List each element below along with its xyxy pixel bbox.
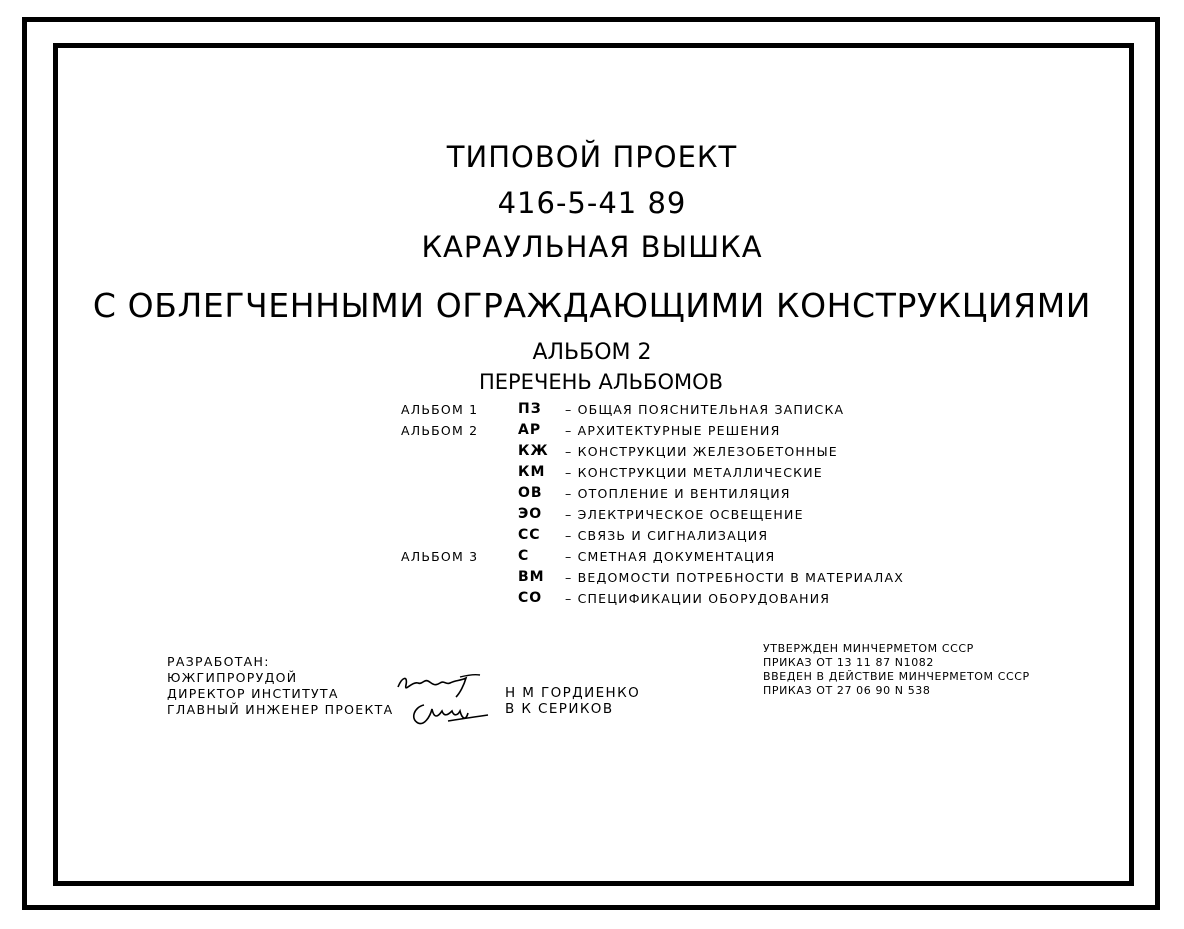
approval-line: УТВЕРЖДЕН МИНЧЕРМЕТОМ СССР — [763, 642, 974, 655]
project-subtitle: С ОБЛЕГЧЕННЫМИ ОГРАЖДАЮЩИМИ КОНСТРУКЦИЯМИ — [92, 286, 1092, 325]
section-description: – СПЕЦИФИКАЦИИ ОБОРУДОВАНИЯ — [565, 591, 831, 606]
section-code: СС — [518, 527, 541, 543]
section-code: ПЗ — [518, 401, 542, 417]
section-description: – АРХИТЕКТУРНЫЕ РЕШЕНИЯ — [565, 423, 781, 438]
album-number: АЛЬБОМ 2 — [532, 340, 652, 365]
chief-engineer-signature — [408, 697, 492, 729]
section-code: С — [518, 548, 530, 564]
section-code: ВМ — [518, 569, 545, 585]
section-description: – ОТОПЛЕНИЕ И ВЕНТИЛЯЦИЯ — [565, 486, 791, 501]
project-number: 416-5-41 89 — [497, 186, 687, 220]
project-name: КАРАУЛЬНАЯ ВЫШКА — [421, 230, 763, 264]
section-description: – СВЯЗЬ И СИГНАЛИЗАЦИЯ — [565, 528, 769, 543]
section-code: СО — [518, 590, 543, 606]
section-description: – ВЕДОМОСТИ ПОТРЕБНОСТИ В МАТЕРИАЛАХ — [565, 570, 904, 585]
section-description: – ЭЛЕКТРИЧЕСКОЕ ОСВЕЩЕНИЕ — [565, 507, 804, 522]
album-label: АЛЬБОМ 2 — [401, 423, 479, 438]
section-code: ЭО — [518, 506, 543, 522]
section-description: – СМЕТНАЯ ДОКУМЕНТАЦИЯ — [565, 549, 776, 564]
album-label: АЛЬБОМ 3 — [401, 549, 479, 564]
approval-order: ПРИКАЗ ОТ 13 11 87 N1082 — [763, 656, 934, 669]
album-list-heading: ПЕРЕЧЕНЬ АЛЬБОМОВ — [478, 370, 724, 394]
section-description: – КОНСТРУКЦИИ МЕТАЛЛИЧЕСКИЕ — [565, 465, 823, 480]
album-label: АЛЬБОМ 1 — [401, 402, 479, 417]
chief-engineer-title: ГЛАВНЫЙ ИНЖЕНЕР ПРОЕКТА — [167, 702, 394, 717]
section-description: – ОБЩАЯ ПОЯСНИТЕЛЬНАЯ ЗАПИСКА — [565, 402, 845, 417]
chief-engineer-name: В К СЕРИКОВ — [505, 701, 614, 717]
enactment-order: ПРИКАЗ ОТ 27 06 90 N 538 — [763, 684, 931, 697]
section-code: КЖ — [518, 443, 549, 459]
section-description: – КОНСТРУКЦИИ ЖЕЛЕЗОБЕТОННЫЕ — [565, 444, 838, 459]
doc-type-title: ТИПОВОЙ ПРОЕКТ — [446, 140, 738, 174]
director-title: ДИРЕКТОР ИНСТИТУТА — [167, 686, 339, 701]
section-code: АР — [518, 422, 542, 438]
director-name: Н М ГОРДИЕНКО — [505, 685, 641, 701]
organization-name: ЮЖГИПРОРУДОЙ — [167, 670, 298, 685]
enactment-line: ВВЕДЕН В ДЕЙСТВИЕ МИНЧЕРМЕТОМ СССР — [763, 670, 1030, 683]
developed-by-label: РАЗРАБОТАН: — [167, 654, 270, 669]
section-code: ОВ — [518, 485, 543, 501]
section-code: КМ — [518, 464, 546, 480]
